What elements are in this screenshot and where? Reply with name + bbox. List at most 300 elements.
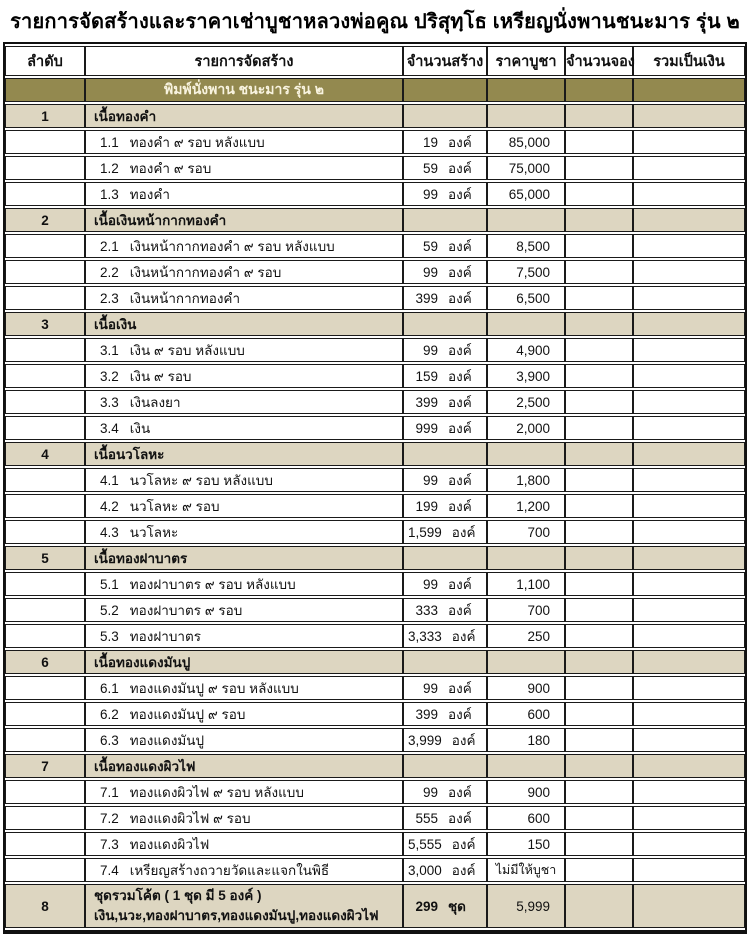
qty-wrap [404, 469, 486, 491]
reserved-cell [565, 858, 633, 882]
price-cell: 900 [487, 780, 565, 804]
column-header: รวมเป็นเงิน [633, 46, 745, 76]
qty-cell [403, 832, 487, 856]
section-empty-cell [565, 754, 633, 778]
item-code: 3.3 [100, 395, 119, 410]
total-cell [633, 676, 745, 700]
total-cell [633, 624, 745, 648]
qty-cell [403, 520, 487, 544]
item-code: 6.3 [100, 733, 119, 748]
section-empty-cell [403, 442, 487, 466]
item-desc-cell: 7.2 ทองแดงผิวไฟ ๙ รอบ [85, 806, 403, 830]
qty-wrap [404, 417, 486, 439]
reserved-cell [565, 390, 633, 414]
qty-unit: องค์ [448, 239, 472, 254]
qty-wrap [404, 287, 486, 309]
price-cell: 2,500 [487, 390, 565, 414]
qty-unit: องค์ [451, 837, 476, 852]
price-cell: 1,800 [487, 468, 565, 492]
item-desc-cell: 6.1 ทองแดงมันปู ๙ รอบ หลังแบบ [85, 676, 403, 700]
item-desc-cell: 5.3 ทองฝาบาตร [85, 624, 403, 648]
total-cell [633, 260, 745, 284]
reserved-cell [565, 598, 633, 622]
item-code: 4.3 [100, 525, 119, 540]
qty-unit: องค์ [448, 421, 472, 436]
price-cell: 85,000 [487, 130, 565, 154]
section-name-cell: เนื้อทองคำ [85, 104, 403, 128]
price-cell: 700 [487, 598, 565, 622]
item-row [5, 260, 745, 284]
price-cell: 250 [487, 624, 565, 648]
item-no-cell [5, 858, 85, 882]
item-code: 2.3 [100, 291, 119, 306]
reserved-cell [565, 260, 633, 284]
price-cell: ไม่มีให้บูชา [487, 858, 565, 882]
item-desc-cell: 1.2 ทองคำ ๙ รอบ [85, 156, 403, 180]
section-empty-cell [403, 650, 487, 674]
qty-value: 99 [422, 784, 438, 800]
price-cell: 5,999 [487, 884, 565, 928]
item-row [5, 598, 745, 622]
item-no-cell [5, 832, 85, 856]
qty-value: 59 [422, 238, 438, 254]
section-empty-cell [565, 442, 633, 466]
item-no-cell [5, 130, 85, 154]
qty-unit: องค์ [448, 187, 472, 202]
item-no-cell [5, 468, 85, 492]
qty-unit: องค์ [448, 681, 472, 696]
qty-value: 59 [422, 160, 438, 176]
band-empty-cell [403, 78, 487, 102]
reserved-cell [565, 494, 633, 518]
qty-cell [403, 598, 487, 622]
item-row [5, 494, 745, 518]
item-row [5, 234, 745, 258]
price-cell: 900 [487, 676, 565, 700]
item-code: 4.1 [100, 473, 119, 488]
total-cell [633, 182, 745, 206]
qty-unit: องค์ [448, 473, 472, 488]
qty-wrap [404, 677, 486, 699]
reserved-cell [565, 832, 633, 856]
section-number-cell: 2 [5, 208, 85, 232]
total-cell [633, 364, 745, 388]
total-cell [633, 780, 745, 804]
section-row [5, 754, 745, 778]
total-cell [633, 598, 745, 622]
reserved-cell [565, 884, 633, 928]
item-row [5, 520, 745, 544]
price-cell: 600 [487, 702, 565, 726]
item-desc-cell: 3.1 เงิน ๙ รอบ หลังแบบ [85, 338, 403, 362]
total-cell [633, 702, 745, 726]
qty-value: 555 [415, 810, 438, 826]
total-cell [633, 338, 745, 362]
set-desc-cell [85, 884, 403, 928]
total-cell [633, 728, 745, 752]
qty-unit: องค์ [451, 863, 476, 878]
section-empty-cell [565, 650, 633, 674]
reserved-cell [565, 520, 633, 544]
section-empty-cell [633, 650, 745, 674]
qty-value: 3,333 [408, 628, 442, 644]
qty-cell [403, 260, 487, 284]
qty-value: 99 [422, 576, 438, 592]
item-desc-cell: 4.1 นวโลหะ ๙ รอบ หลังแบบ [85, 468, 403, 492]
item-row [5, 806, 745, 830]
qty-wrap [404, 729, 486, 751]
item-desc-cell: 7.3 ทองแดงผิวไฟ [85, 832, 403, 856]
price-cell: 150 [487, 832, 565, 856]
reserved-cell [565, 728, 633, 752]
section-empty-cell [633, 312, 745, 336]
item-code: 3.1 [100, 343, 119, 358]
qty-wrap [404, 573, 486, 595]
price-cell: 3,900 [487, 364, 565, 388]
item-no-cell [5, 728, 85, 752]
total-cell [633, 286, 745, 310]
qty-cell [403, 130, 487, 154]
qty-value: 99 [422, 264, 438, 280]
item-row [5, 130, 745, 154]
total-cell [633, 806, 745, 830]
price-cell: 8,500 [487, 234, 565, 258]
item-row [5, 702, 745, 726]
qty-cell [403, 390, 487, 414]
qty-value: 99 [422, 186, 438, 202]
qty-unit: องค์ [448, 161, 472, 176]
qty-wrap [404, 261, 486, 283]
item-desc-cell: 2.3 เงินหน้ากากทองคำ [85, 286, 403, 310]
item-row [5, 780, 745, 804]
qty-wrap [404, 391, 486, 413]
section-empty-cell [403, 754, 487, 778]
qty-unit: องค์ [451, 733, 476, 748]
qty-value: 3,999 [408, 732, 442, 748]
qty-cell [403, 806, 487, 830]
column-header: ราคาบูชา [487, 46, 565, 76]
price-table-container [3, 42, 747, 934]
section-name-cell: เนื้อทองฝาบาตร [85, 546, 403, 570]
item-row [5, 338, 745, 362]
item-row [5, 832, 745, 856]
item-no-cell [5, 156, 85, 180]
price-cell: 1,200 [487, 494, 565, 518]
section-name-cell: เนื้อทองแดงมันปู [85, 650, 403, 674]
qty-cell [403, 702, 487, 726]
item-no-cell [5, 416, 85, 440]
item-no-cell [5, 520, 85, 544]
section-number-cell: 6 [5, 650, 85, 674]
item-no-cell [5, 572, 85, 596]
qty-value: 3,000 [408, 862, 442, 878]
item-row [5, 468, 745, 492]
section-empty-cell [633, 754, 745, 778]
section-empty-cell [487, 208, 565, 232]
total-cell [633, 832, 745, 856]
band-no-cell [5, 78, 85, 102]
reserved-cell [565, 156, 633, 180]
qty-cell [403, 182, 487, 206]
section-empty-cell [633, 546, 745, 570]
total-cell [633, 858, 745, 882]
qty-cell [403, 780, 487, 804]
item-desc-cell: 3.4 เงิน [85, 416, 403, 440]
item-no-cell [5, 234, 85, 258]
item-desc-cell: 1.1 ทองคำ ๙ รอบ หลังแบบ [85, 130, 403, 154]
qty-value: 399 [415, 706, 438, 722]
qty-value: 99 [422, 680, 438, 696]
item-no-cell [5, 598, 85, 622]
item-no-cell [5, 390, 85, 414]
item-desc-cell: 7.4 เหรียญสร้างถวายวัดและแจกในพิธี [85, 858, 403, 882]
section-number-cell: 4 [5, 442, 85, 466]
section-empty-cell [403, 208, 487, 232]
item-row [5, 364, 745, 388]
qty-cell [403, 572, 487, 596]
item-code: 4.2 [100, 499, 119, 514]
section-row [5, 208, 745, 232]
section-empty-cell [403, 312, 487, 336]
qty-unit: องค์ [448, 395, 472, 410]
total-cell [633, 416, 745, 440]
section-empty-cell [403, 546, 487, 570]
qty-unit: องค์ [448, 369, 472, 384]
section-row [5, 104, 745, 128]
price-cell: 180 [487, 728, 565, 752]
section-name-cell: เนื้อนวโลหะ [85, 442, 403, 466]
qty-value: 199 [415, 498, 438, 514]
qty-unit: องค์ [448, 499, 472, 514]
qty-value: 1,599 [408, 524, 442, 540]
item-no-cell [5, 286, 85, 310]
total-cell [633, 572, 745, 596]
item-row [5, 624, 745, 648]
reserved-cell [565, 338, 633, 362]
section-empty-cell [633, 208, 745, 232]
qty-unit: องค์ [448, 291, 472, 306]
column-header: ลำดับ [5, 46, 85, 76]
price-cell: 65,000 [487, 182, 565, 206]
section-empty-cell [487, 754, 565, 778]
total-cell [633, 390, 745, 414]
section-name-cell: เนื้อทองแดงผิวไฟ [85, 754, 403, 778]
reserved-cell [565, 468, 633, 492]
qty-cell [403, 624, 487, 648]
qty-value: 399 [415, 394, 438, 410]
item-row [5, 572, 745, 596]
qty-cell [403, 156, 487, 180]
qty-cell [403, 858, 487, 882]
item-desc-cell: 3.3 เงินลงยา [85, 390, 403, 414]
item-no-cell [5, 676, 85, 700]
section-empty-cell [633, 104, 745, 128]
reserved-cell [565, 416, 633, 440]
qty-value: 19 [422, 134, 438, 150]
total-cell [633, 468, 745, 492]
section-number-cell: 5 [5, 546, 85, 570]
item-no-cell [5, 494, 85, 518]
price-cell: 6,500 [487, 286, 565, 310]
page-title: รายการจัดสร้างและราคาเช่าบูชาหลวงพ่อคูณ ปริสุทฺโธ เหรียญนั่งพานชนะมาร รุ่น ๒ [10, 11, 740, 33]
table-head [5, 46, 745, 76]
item-no-cell [5, 338, 85, 362]
qty-wrap [404, 625, 486, 647]
price-cell: 4,900 [487, 338, 565, 362]
item-code: 6.1 [100, 681, 119, 696]
item-row [5, 416, 745, 440]
qty-cell [403, 286, 487, 310]
item-no-cell [5, 364, 85, 388]
qty-cell [403, 884, 487, 928]
item-code: 2.2 [100, 265, 119, 280]
reserved-cell [565, 572, 633, 596]
item-code: 7.3 [100, 837, 119, 852]
item-row [5, 728, 745, 752]
reserved-cell [565, 234, 633, 258]
column-header: รายการจัดสร้าง [85, 46, 403, 76]
item-desc-cell: 5.2 ทองฝาบาตร ๙ รอบ [85, 598, 403, 622]
price-cell: 600 [487, 806, 565, 830]
section-number-cell: 8 [5, 884, 85, 928]
qty-unit: องค์ [451, 525, 476, 540]
section-empty-cell [633, 442, 745, 466]
total-cell [633, 884, 745, 928]
total-cell [633, 520, 745, 544]
reserved-cell [565, 806, 633, 830]
qty-wrap [404, 365, 486, 387]
band-empty-cell [633, 78, 745, 102]
item-row [5, 676, 745, 700]
qty-cell [403, 468, 487, 492]
qty-wrap [404, 895, 486, 917]
column-header: จำนวนสร้าง [403, 46, 487, 76]
total-cell [633, 156, 745, 180]
item-code: 5.2 [100, 603, 119, 618]
qty-cell [403, 676, 487, 700]
section-empty-cell [487, 442, 565, 466]
section-empty-cell [487, 312, 565, 336]
item-row [5, 286, 745, 310]
section-empty-cell [565, 104, 633, 128]
item-code: 2.1 [100, 239, 119, 254]
band-empty-cell [565, 78, 633, 102]
section-row [5, 312, 745, 336]
qty-wrap [404, 599, 486, 621]
qty-value: 299 [415, 898, 438, 914]
item-code: 5.3 [100, 629, 119, 644]
section-row [5, 442, 745, 466]
qty-wrap [404, 703, 486, 725]
item-no-cell [5, 260, 85, 284]
qty-wrap [404, 235, 486, 257]
item-no-cell [5, 780, 85, 804]
item-desc-cell: 2.1 เงินหน้ากากทองคำ ๙ รอบ หลังแบบ [85, 234, 403, 258]
price-cell: 2,000 [487, 416, 565, 440]
total-cell [633, 130, 745, 154]
reserved-cell [565, 286, 633, 310]
item-code: 3.4 [100, 421, 119, 436]
qty-value: 99 [422, 472, 438, 488]
item-desc-cell: 6.2 ทองแดงมันปู ๙ รอบ [85, 702, 403, 726]
qty-wrap [404, 183, 486, 205]
qty-value: 99 [422, 342, 438, 358]
item-desc-cell: 3.2 เงิน ๙ รอบ [85, 364, 403, 388]
qty-cell [403, 338, 487, 362]
item-row [5, 390, 745, 414]
qty-unit: องค์ [448, 577, 472, 592]
section-empty-cell [565, 546, 633, 570]
qty-cell [403, 234, 487, 258]
table-body [5, 78, 745, 928]
set-row [5, 884, 745, 928]
price-table [5, 44, 745, 930]
item-row [5, 156, 745, 180]
qty-cell [403, 728, 487, 752]
price-cell: 1,100 [487, 572, 565, 596]
qty-cell [403, 416, 487, 440]
item-desc-cell: 2.2 เงินหน้ากากทองคำ ๙ รอบ [85, 260, 403, 284]
band-empty-cell [487, 78, 565, 102]
section-name-cell: เนื้อเงิน [85, 312, 403, 336]
qty-wrap [404, 859, 486, 881]
item-code: 3.2 [100, 369, 119, 384]
qty-cell [403, 364, 487, 388]
qty-value: 333 [415, 602, 438, 618]
total-cell [633, 234, 745, 258]
section-row [5, 546, 745, 570]
band-label-cell: พิมพ์นั่งพาน ชนะมาร รุ่น ๒ [85, 78, 403, 102]
section-number-cell: 7 [5, 754, 85, 778]
item-desc-cell: 4.3 นวโลหะ [85, 520, 403, 544]
item-no-cell [5, 182, 85, 206]
section-empty-cell [487, 104, 565, 128]
item-code: 1.3 [100, 187, 119, 202]
qty-unit: องค์ [448, 785, 472, 800]
qty-value: 999 [415, 420, 438, 436]
item-code: 7.4 [100, 863, 119, 878]
item-desc-cell: 6.3 ทองแดงมันปู [85, 728, 403, 752]
qty-unit: องค์ [448, 343, 472, 358]
qty-wrap [404, 157, 486, 179]
qty-wrap [404, 833, 486, 855]
qty-unit: องค์ [448, 707, 472, 722]
item-code: 7.2 [100, 811, 119, 826]
reserved-cell [565, 130, 633, 154]
section-name-cell: เนื้อเงินหน้ากากทองคำ [85, 208, 403, 232]
section-empty-cell [487, 650, 565, 674]
reserved-cell [565, 780, 633, 804]
item-row [5, 858, 745, 882]
item-code: 7.1 [100, 785, 119, 800]
reserved-cell [565, 676, 633, 700]
section-number-cell: 1 [5, 104, 85, 128]
qty-wrap [404, 339, 486, 361]
reserved-cell [565, 364, 633, 388]
qty-cell [403, 494, 487, 518]
item-code: 1.1 [100, 135, 119, 150]
item-code: 1.2 [100, 161, 119, 176]
qty-wrap [404, 521, 486, 543]
price-cell: 700 [487, 520, 565, 544]
reserved-cell [565, 182, 633, 206]
set-contents: เงิน,นวะ,ทองฝาบาตร,ทองแดงมันปู,ทองแดงผิวไฟ [94, 908, 379, 923]
item-no-cell [5, 806, 85, 830]
qty-unit: องค์ [448, 265, 472, 280]
qty-wrap [404, 781, 486, 803]
section-row [5, 650, 745, 674]
set-desc-lines [86, 886, 402, 927]
